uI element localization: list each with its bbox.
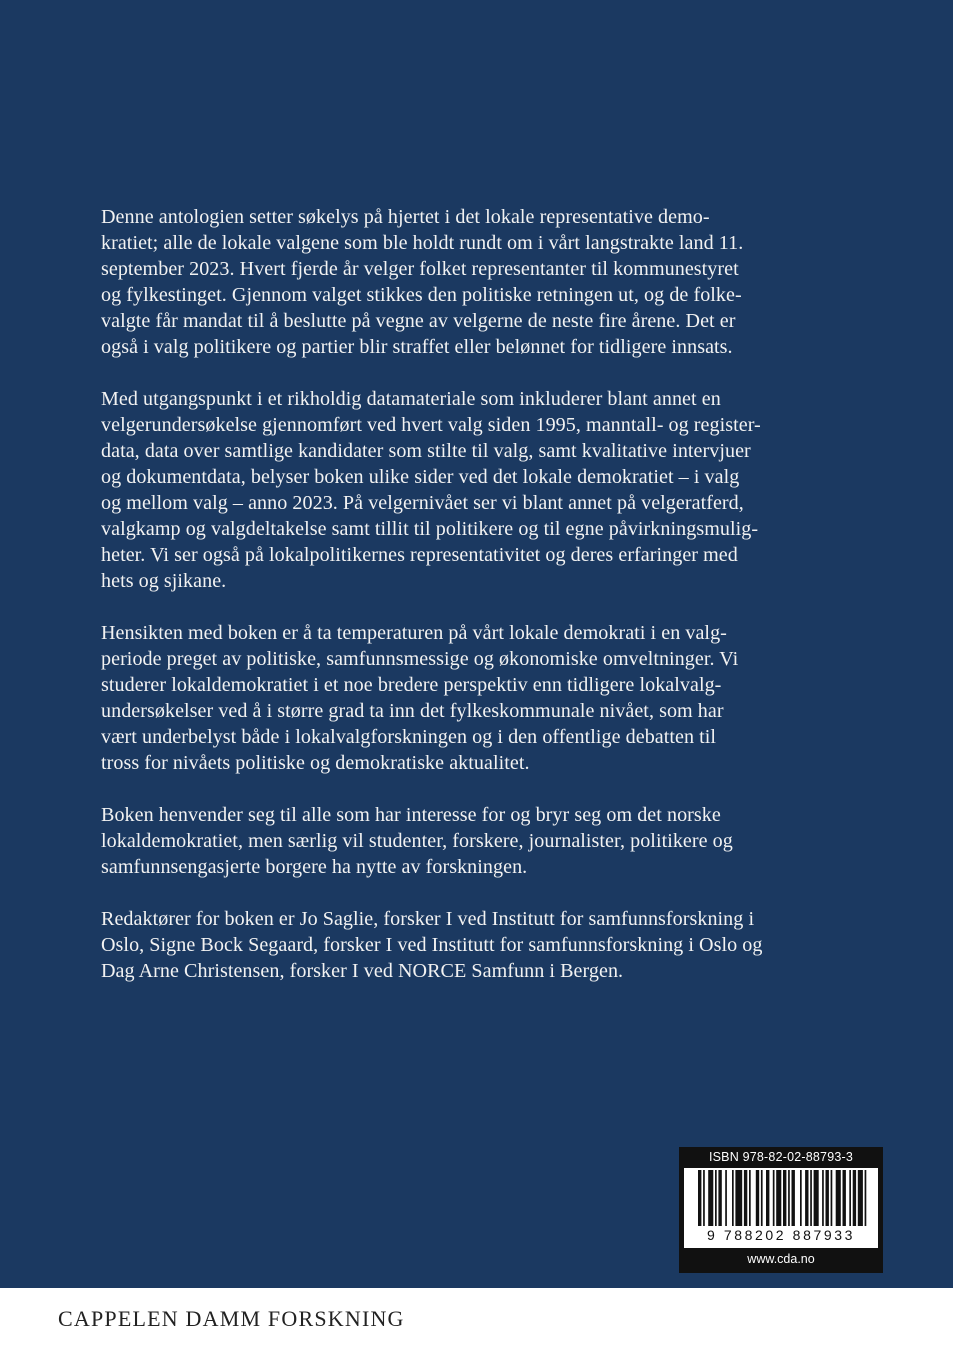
blurb-paragraph-4: Boken henvender seg til alle som har interesse for og bryr seg om det norske lokaldemokratiet, men særlig vil studenter, forskere, journalister, politikere og samfunnsengasjerte borgere ha nytte av forskningen. xyxy=(101,804,733,878)
blurb-paragraph-5: Redaktører for boken er Jo Saglie, forsker I ved Institutt for samfunnsforskning i Oslo, Signe Bock Segaard, forsker I ved Institutt for samfunnsforskning i Oslo og Dag Arne Christensen, forsker I ved NORCE Samfunn i Bergen. xyxy=(101,908,763,982)
back-cover-blurb xyxy=(101,204,831,1010)
blurb-paragraph-3: Hensikten med boken er å ta temperaturen på vårt lokale demokrati i en valg- periode preget av politiske, samfunnsmessige og økonomiske omveltninger. Vi studerer lokaldemokratiet i et noe bredere perspektiv enn tidligere lokalvalg- undersøkelser ved å i større grad ta inn det fylkeskommunale nivået, som har vært underbelyst både i lokalvalgforskningen og i den offentlige debatten til tross for nivåets politiske og demokratiske aktualitet. xyxy=(101,622,739,774)
isbn-barcode-block xyxy=(679,1147,883,1273)
barcode-area xyxy=(684,1168,878,1248)
barcode-icon xyxy=(684,1168,878,1230)
barcode-digits: 9 788202 887933 xyxy=(707,1227,855,1243)
blurb-paragraph-1: Denne antologien setter søkelys på hjertet i det lokale representative demo- kratiet; alle de lokale valgene som ble holdt rundt om i vårt langstrakte land 11. september 2023. Hvert fjerde år velger folket representanter til kommunestyret og fylkestinget. Gjennom valget stikkes den politiske retningen ut, og de folke- valgte får mandat til å beslutte på vegne av velgerne de neste fire årene. Det er også i valg politikere og partier blir straffet eller belønnet for tidligere innsats. xyxy=(101,206,744,358)
blurb-paragraph-2: Med utgangspunkt i et rikholdig datamateriale som inkluderer blant annet en velgerundersøkelse gjennomført ved hvert valg siden 1995, manntall- og register- data, data over samtlige kandidater som stilte til valg, samt kvalitative intervjuer og dokumentdata, belyser boken ulike sider ved det lokale demokratiet – i valg og mellom valg – anno 2023. På velgernivået ser vi blant annet på velgeratferd, valgkamp og valgdeltakelse samt tillit til politikere og til egne påvirkningsmulig- heter. Vi ser også på lokalpolitikernes representativitet og deres erfaringer med hets og sjikane. xyxy=(101,388,761,592)
publisher-logo: CAPPELEN DAMM FORSKNING xyxy=(58,1306,405,1331)
isbn-label: ISBN 978-82-02-88793-3 xyxy=(708,1150,854,1164)
publisher-url: www.cda.no xyxy=(747,1252,815,1266)
